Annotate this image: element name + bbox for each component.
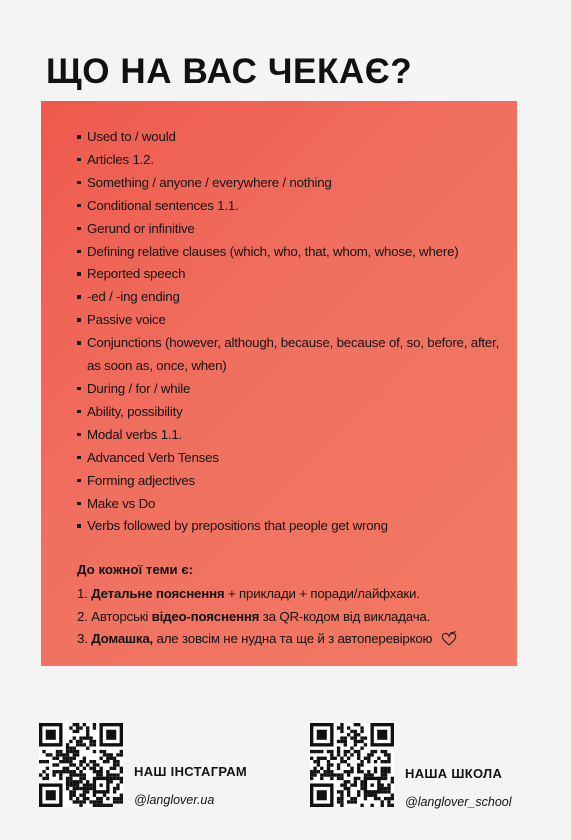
topic-item: Reported speech — [77, 263, 507, 286]
heart-doodle-icon — [440, 631, 458, 647]
topic-item: Verbs followed by prepositions that people get wrong — [77, 515, 507, 538]
school-label: НАША ШКОЛА — [405, 766, 503, 781]
topic-item: Something / anyone / everywhere / nothing — [77, 172, 507, 195]
note-item: 2. Авторські відео-пояснення за QR-кодом від викладача. — [77, 608, 431, 624]
instagram-qr-code-icon[interactable] — [39, 723, 123, 807]
page-title: ЩО НА ВАС ЧЕКАЄ? — [46, 52, 413, 91]
topics-panel — [41, 101, 517, 666]
topic-item: Conditional sentences 1.1. — [77, 195, 507, 218]
notes-heading: До кожної теми є: — [77, 562, 194, 577]
topic-item: Forming adjectives — [77, 470, 507, 493]
topic-item: Conjunctions (however, although, because, because of, so, before, after, as soon as, once, when) — [77, 332, 507, 378]
topic-item: -ed / -ing ending — [77, 286, 507, 309]
instagram-handle[interactable]: @langlover.ua — [134, 793, 215, 807]
topic-item: During / for / while — [77, 378, 507, 401]
topic-item: Make vs Do — [77, 493, 507, 516]
topic-item: Advanced Verb Tenses — [77, 447, 507, 470]
topics-list — [77, 126, 507, 538]
note-item: 1. Детальне пояснення + приклади + поради/лайфхаки. — [77, 586, 420, 601]
topic-item: Passive voice — [77, 309, 507, 332]
note-item: 3. Домашка, але зовсім не нудна та ще й з автоперевіркою — [77, 628, 507, 651]
school-handle[interactable]: @langlover_school — [405, 795, 512, 809]
topic-item: Articles 1.2. — [77, 149, 507, 172]
topic-item: Modal verbs 1.1. — [77, 424, 507, 447]
school-qr-code-icon[interactable] — [310, 723, 394, 807]
topic-item: Defining relative clauses (which, who, that, whom, whose, where) — [77, 241, 507, 264]
topic-item: Used to / would — [77, 126, 507, 149]
topic-item: Gerund or infinitive — [77, 218, 507, 241]
topic-notes — [77, 559, 507, 651]
instagram-label: НАШ ІНСТАГРАМ — [134, 764, 248, 779]
topic-item: Ability, possibility — [77, 401, 507, 424]
